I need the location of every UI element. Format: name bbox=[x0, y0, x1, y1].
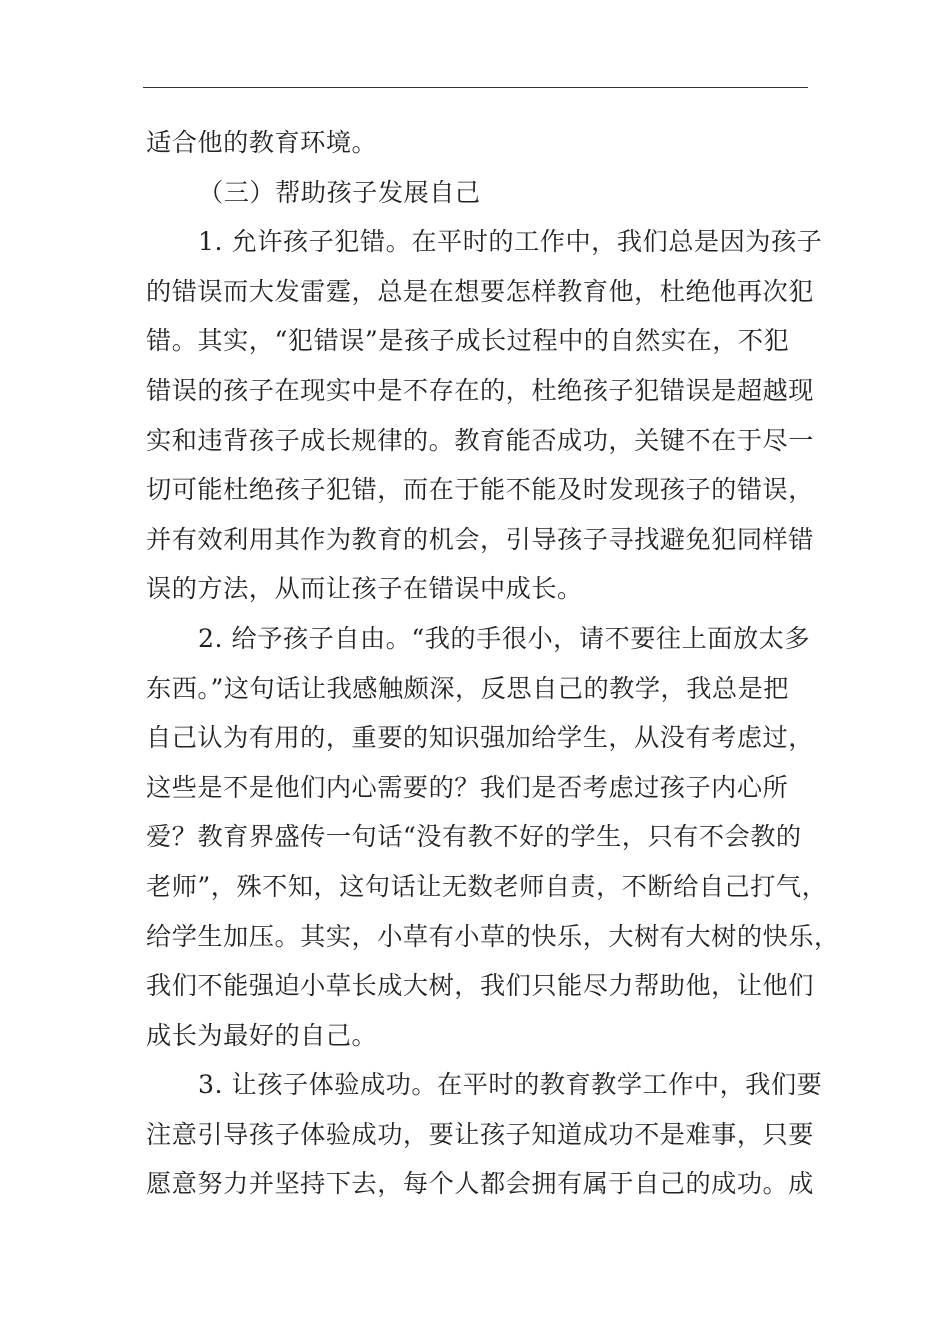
text-line: 的错误而大发雷霆，总是在想要怎样教育他，杜绝他再次犯 bbox=[146, 276, 814, 306]
text-line: 错。其实，“犯错误”是孩子成长过程中的自然实在，不犯 bbox=[146, 326, 790, 356]
text-line: 爱？教育界盛传一句话“没有教不好的学生，只有不会教的 bbox=[146, 822, 802, 852]
text-line: 并有效利用其作为教育的机会，引导孩子寻找避免犯同样错 bbox=[146, 524, 814, 554]
text-line: 错误的孩子在现实中是不存在的，杜绝孩子犯错误是超越现 bbox=[146, 375, 814, 405]
text-line: 我们不能强迫小草长成大树，我们只能尽力帮助他，让他们 bbox=[146, 971, 814, 1001]
text-line: 这些是不是他们内心需要的？我们是否考虑过孩子内心所 bbox=[146, 772, 789, 802]
body-text bbox=[146, 118, 840, 1209]
text-line: 实和违背孩子成长规律的。教育能否成功，关键不在于尽一 bbox=[146, 425, 814, 455]
text-line: 老师”，殊不知，这句话让无数老师自责，不断给自己打气， bbox=[146, 871, 828, 901]
text-line: 切可能杜绝孩子犯错，而在于能不能及时发现孩子的错误， bbox=[146, 475, 814, 505]
section-heading: （三）帮助孩子发展自己 bbox=[198, 177, 481, 207]
paragraph-start-line: 2. 给予孩子自由。“我的手很小，请不要往上面放太多 bbox=[198, 623, 811, 653]
text-line: 成长为最好的自己。 bbox=[146, 1020, 378, 1050]
text-line: 注意引导孩子体验成功，要让孩子知道成功不是难事，只要 bbox=[146, 1119, 814, 1149]
paragraph-start-line: 3. 让孩子体验成功。在平时的教育教学工作中，我们要 bbox=[198, 1070, 823, 1100]
paragraph-start-line: 1. 允许孩子犯错。在平时的工作中，我们总是因为孩子 bbox=[198, 227, 823, 257]
text-line: 适合他的教育环境。 bbox=[146, 128, 378, 157]
text-line: 愿意努力并坚持下去，每个人都会拥有属于自己的成功。成 bbox=[146, 1169, 814, 1199]
text-line: 东西。”这句话让我感触颇深，反思自己的教学，我总是把 bbox=[146, 673, 789, 703]
text-line: 给学生加压。其实，小草有小草的快乐，大树有大树的快乐， bbox=[146, 921, 840, 951]
header-rule bbox=[143, 87, 808, 88]
text-line: 误的方法，从而让孩子在错误中成长。 bbox=[146, 574, 583, 604]
text-line: 自己认为有用的，重要的知识强加给学生，从没有考虑过， bbox=[146, 723, 814, 753]
